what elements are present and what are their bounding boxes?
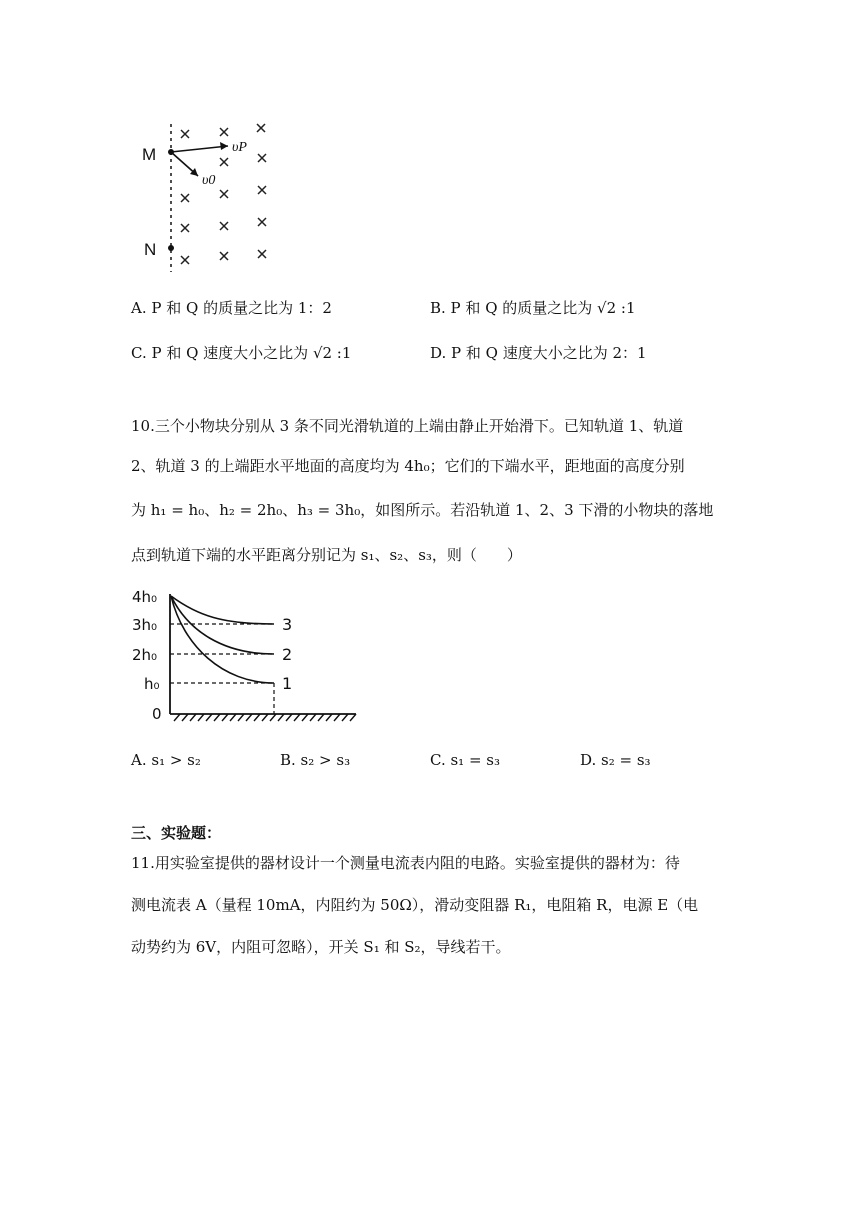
track-2 (171, 596, 274, 654)
q10-option-d[interactable]: D. s₂ = s₃ (580, 751, 651, 769)
point-n (168, 245, 174, 251)
q10-option-b[interactable]: B. s₂ > s₃ (280, 751, 351, 769)
q9-option-c[interactable]: C. P 和 Q 速度大小之比为 √2 :1 (131, 344, 352, 362)
q9-option-a[interactable]: A. P 和 Q 的质量之比为 1：2 (131, 299, 332, 317)
velocity-p-vector (171, 146, 228, 152)
y-label-2h0: 2h₀ (132, 646, 158, 664)
track-label-2: 2 (282, 645, 293, 664)
y-label-4h0: 4h₀ (132, 588, 158, 606)
section-title-experiment: 三、实验题： (131, 824, 222, 842)
q10-option-a[interactable]: A. s₁ > s₂ (131, 751, 201, 769)
q10-stem-line-1: 10.三个小物块分别从 3 条不同光滑轨道的上端由静止开始滑下。已知轨道 1、轨道 (131, 417, 684, 435)
q11-stem-line-2: 测电流表 A（量程 10mA，内阻约为 50Ω），滑动变阻器 R₁，电阻箱 R，电源 E（电 (131, 896, 699, 914)
track-1 (171, 596, 274, 683)
label-m: M (142, 145, 157, 164)
label-vq: υ0 (202, 173, 216, 188)
y-label-0: 0 (152, 705, 162, 723)
ground-hatching (174, 714, 356, 721)
q11-stem-line-1: 11.用实验室提供的器材设计一个测量电流表内阻的电路。实验室提供的器材为：待 (131, 854, 680, 872)
label-n: N (144, 240, 157, 259)
track-label-1: 1 (282, 674, 293, 693)
q10-stem-line-2: 2、轨道 3 的上端距水平地面的高度均为 4h₀；它们的下端水平，距地面的高度分别 (131, 457, 685, 475)
track-label-3: 3 (282, 615, 293, 634)
q10-stem-line-3: 为 h₁ = h₀、h₂ = 2h₀、h₃ = 3h₀，如图所示。若沿轨道 1、2、3 下滑的小物块的落地 (131, 501, 714, 519)
q9-option-d[interactable]: D. P 和 Q 速度大小之比为 2：1 (430, 344, 647, 362)
magnetic-field-figure (136, 118, 286, 278)
y-label-h0: h₀ (144, 675, 160, 693)
q11-stem-line-3: 动势约为 6V，内阻可忽略），开关 S₁ 和 S₂，导线若干。 (131, 938, 511, 956)
q9-option-b[interactable]: B. P 和 Q 的质量之比为 √2 :1 (430, 299, 636, 317)
y-label-3h0: 3h₀ (132, 616, 158, 634)
tracks-figure (128, 586, 368, 726)
q10-option-c[interactable]: C. s₁ = s₃ (430, 751, 501, 769)
q10-stem-line-4: 点到轨道下端的水平距离分别记为 s₁、s₂、s₃，则（ ） (131, 546, 522, 564)
label-vp: υP (232, 140, 247, 155)
